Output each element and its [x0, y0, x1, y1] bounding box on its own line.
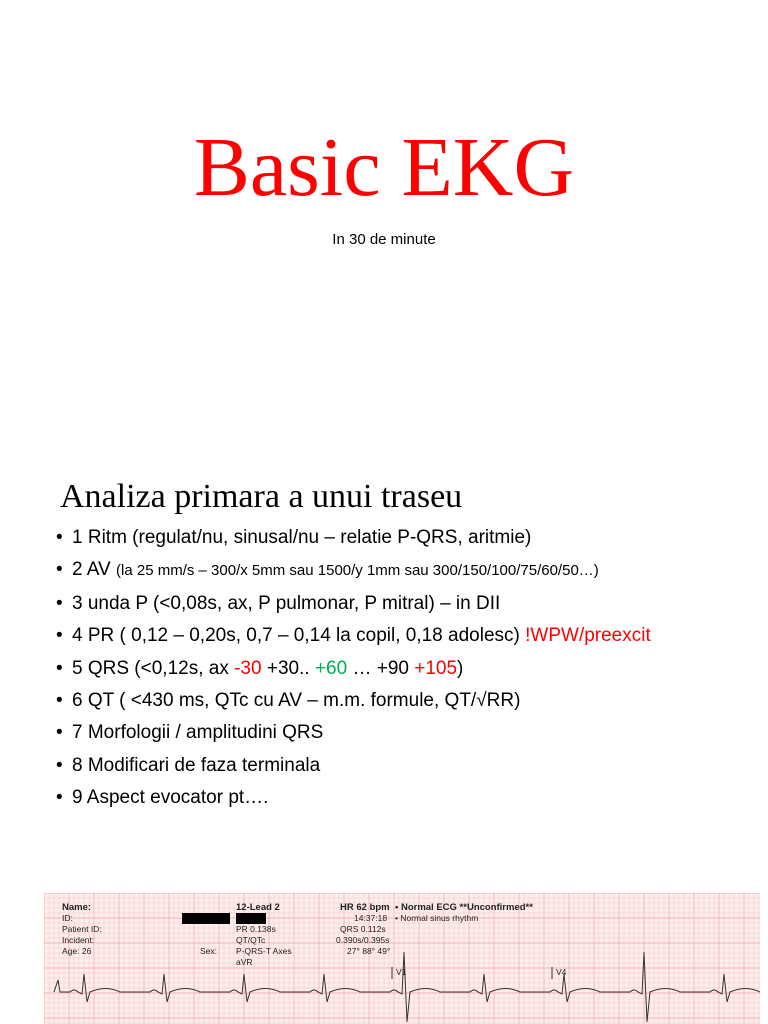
ecg-age-label: Age: 26: [62, 946, 92, 956]
list-item-unda-p: [56, 588, 756, 620]
ecg-hr-label: HR 62 bpm: [340, 902, 390, 913]
item-text: 1 Ritm (regulat/nu, sinusal/nu – relatie P-QRS, aritmie): [72, 527, 532, 548]
ecg-incident-label: Incident:: [62, 935, 95, 945]
item-text: 3 unda P (<0,08s, ax, P pulmonar, P mitral) – in DII: [72, 592, 501, 614]
list-item-pr: [56, 620, 756, 652]
item-text: 2 AV: [72, 559, 117, 581]
bullet-icon: •: [56, 787, 63, 809]
item-text: 9 Aspect evocator pt….: [72, 787, 269, 809]
list-item-av: [56, 554, 756, 587]
ecg-lead-v1-label: V1: [396, 967, 407, 977]
ecg-interpretation-1: • Normal ECG **Unconfirmed**: [395, 902, 533, 913]
ecg-lead-avr-label: aVR: [236, 957, 253, 967]
redaction-bar: [182, 913, 230, 924]
axis-value-green: +60: [314, 657, 348, 679]
ecg-id-label: ID:: [62, 913, 73, 923]
item-text: 6 QT ( <430 ms, QTc cu AV – m.m. formule, QT/√RR): [72, 690, 521, 712]
ecg-qt-label: QT/QTc: [236, 935, 266, 945]
item-text: +30..: [261, 657, 315, 679]
item-text: ): [457, 657, 464, 679]
item-detail: (la 25 mm/s – 300/x 5mm sau 1500/y 1mm sau 300/150/100/75/60/50…): [116, 562, 599, 580]
slide-subtitle: In 30 de minute: [332, 231, 436, 248]
ecg-interpretation-2: • Normal sinus rhythm: [395, 913, 479, 923]
ecg-qt-values: 0.390s/0.395s: [336, 935, 390, 945]
section-heading: Analiza primara a unui traseu: [60, 478, 463, 515]
ecg-patient-id-label: Patient ID:: [62, 924, 102, 934]
list-item-qt: [56, 685, 756, 717]
ecg-time-label: 14:37:18: [354, 913, 388, 923]
ecg-qrs-label: QRS 0.112s: [340, 924, 386, 934]
bullet-icon: •: [56, 657, 63, 679]
ecg-name-label: Name:: [62, 902, 92, 913]
item-text: 5 QRS (<0,12s, ax: [72, 657, 235, 679]
bullet-icon: •: [56, 625, 63, 647]
axis-value-red: +105: [414, 657, 458, 679]
ecg-lead-title: 12-Lead 2: [236, 902, 280, 913]
ecg-lead-v4-label: V4: [556, 967, 567, 977]
bullet-icon: •: [56, 722, 63, 744]
ecg-sex-label: Sex:: [200, 946, 218, 956]
item-text: 4 PR ( 0,12 – 0,20s, 0,7 – 0,14 la copil, 0,18 adolesc): [72, 625, 526, 647]
list-item-ritm: [56, 522, 756, 554]
ecg-axes-label: P-QRS-T Axes: [236, 946, 292, 956]
ecg-pr-label: PR 0.138s: [236, 924, 276, 934]
item-text: … +90: [347, 657, 415, 679]
bullet-icon: •: [56, 592, 63, 614]
list-item-morfologii: [56, 717, 756, 749]
bullet-icon: •: [56, 559, 63, 581]
ecg-axes-values: 27° 88° 49°: [347, 946, 391, 956]
axis-value-red: -30: [234, 657, 262, 679]
item-text: 8 Modificari de faza terminala: [72, 754, 321, 776]
bullet-icon: •: [56, 690, 63, 712]
slide-title: Basic EKG: [193, 121, 575, 214]
item-text: 7 Morfologii / amplitudini QRS: [72, 722, 324, 744]
ecg-strip-image: [44, 893, 760, 1024]
list-item-qrs: [56, 653, 756, 685]
list-item-aspect: [56, 782, 756, 814]
item-alert: !WPW/preexcit: [525, 625, 651, 647]
bullet-icon: •: [56, 754, 63, 776]
list-item-faza-terminala: [56, 750, 756, 782]
redaction-bar: [236, 913, 266, 924]
bullet-icon: •: [56, 527, 63, 548]
analysis-steps-list: [56, 522, 756, 815]
